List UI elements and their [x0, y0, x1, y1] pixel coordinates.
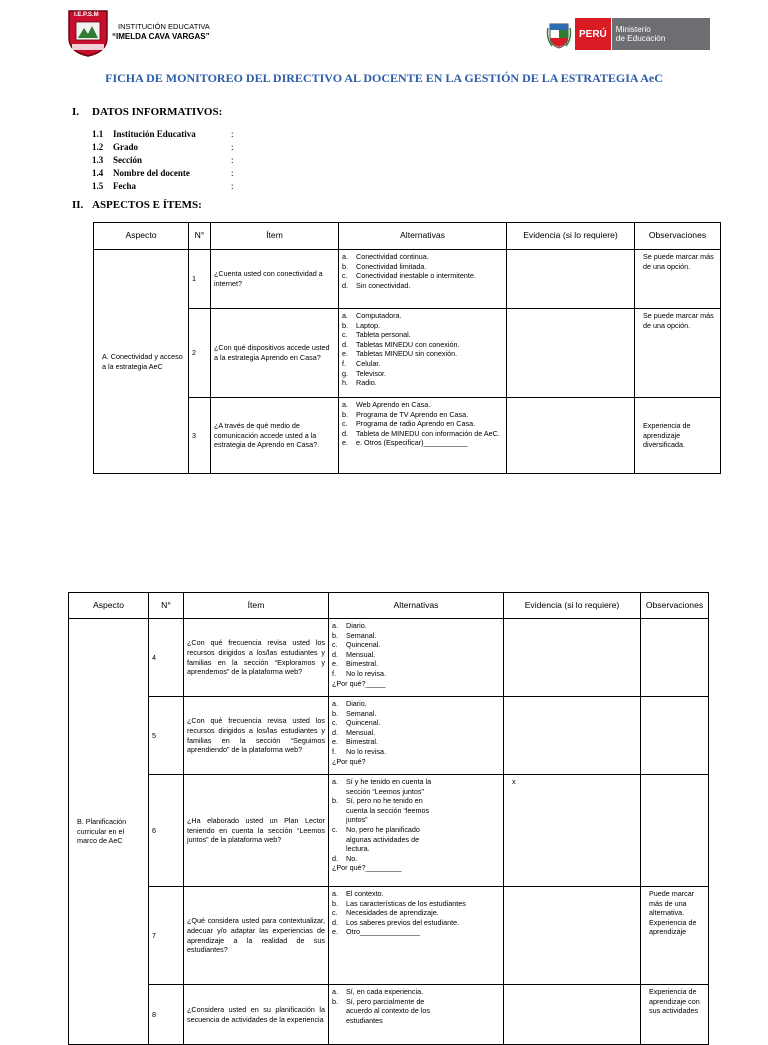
school-logo — [66, 8, 110, 57]
option-key: g. — [342, 368, 348, 378]
ministry-line-2: de Educación — [615, 34, 666, 43]
info-field — [92, 142, 234, 155]
info-field — [92, 181, 234, 194]
why-prompt[interactable]: ¿Por qué?_________ — [332, 863, 402, 873]
option-text: No lo revisa. — [346, 746, 386, 756]
option-key: a. — [332, 889, 338, 898]
option-key: b. — [342, 261, 348, 271]
header-item: Ítem — [211, 223, 339, 250]
option-key: a. — [342, 400, 348, 409]
option-key: c. — [342, 419, 348, 429]
field-number: 1.5 — [92, 181, 104, 191]
evidence-cell[interactable] — [507, 250, 635, 309]
field-label: Sección — [113, 155, 142, 165]
row-number: 6 — [149, 775, 184, 887]
observations-cell: Experiencia de aprendizaje diversificada. — [635, 398, 721, 474]
evidence-cell[interactable] — [507, 309, 635, 398]
alternative-option[interactable] — [342, 340, 503, 350]
alternatives-cell — [329, 775, 504, 887]
option-key: a. — [332, 699, 338, 708]
alternative-option[interactable] — [332, 918, 500, 928]
option-text: Semanal. — [346, 708, 377, 718]
evidence-cell[interactable]: x — [504, 775, 641, 887]
alternative-option[interactable] — [342, 438, 503, 448]
table-row — [69, 985, 709, 1045]
row-number: 4 — [149, 619, 184, 697]
alternatives-cell — [339, 309, 507, 398]
field-number: 1.1 — [92, 129, 104, 139]
aspect-cell: B. Planificación curricular en el marco de AeC — [69, 619, 149, 1045]
alternative-option[interactable] — [342, 330, 503, 340]
option-text: Tableta personal. — [356, 330, 411, 340]
option-text: No, pero he planificado algunas actividades de lectura. — [346, 824, 420, 854]
option-text: Programa de TV Aprendo en Casa. — [356, 409, 469, 419]
header-alternativas: Alternativas — [329, 593, 504, 619]
option-text: Tabletas MINEDU sin conexión. — [356, 349, 458, 359]
field-label: Institución Educativa — [113, 129, 196, 139]
table-row — [69, 697, 709, 775]
section-2-heading — [72, 199, 202, 211]
table-header-row — [94, 223, 721, 250]
table-header-row — [69, 593, 709, 619]
field-colon: : — [231, 168, 234, 178]
alternative-option[interactable] — [342, 281, 503, 291]
ministry-label — [611, 18, 710, 50]
items-table-2 — [68, 592, 709, 1045]
why-prompt[interactable]: ¿Por qué? — [332, 756, 366, 766]
alternative-option[interactable] — [332, 854, 500, 864]
alternative-option[interactable] — [332, 927, 500, 937]
option-key: a. — [342, 311, 348, 320]
alternatives-cell — [329, 619, 504, 697]
alternative-option[interactable] — [342, 321, 503, 331]
option-key: d. — [342, 339, 348, 349]
alternative-option[interactable] — [342, 419, 503, 429]
option-text: Televisor. — [356, 368, 386, 378]
row-number: 8 — [149, 985, 184, 1045]
option-key: b. — [332, 630, 338, 640]
alternative-option[interactable] — [332, 718, 500, 728]
alternative-option[interactable] — [332, 640, 500, 650]
evidence-cell[interactable] — [504, 887, 641, 985]
option-text: Los saberes previos del estudiante. — [346, 917, 460, 927]
alternative-option[interactable] — [332, 997, 500, 1026]
option-key: c. — [342, 330, 348, 340]
institution-label: INSTITUCIÓN EDUCATIVA — [118, 22, 210, 31]
section-1-heading — [72, 106, 222, 118]
option-text: Bimestral. — [346, 737, 378, 747]
table-row — [69, 887, 709, 985]
alternative-option[interactable] — [332, 621, 500, 631]
option-key: c. — [332, 718, 338, 728]
alternative-option[interactable] — [342, 369, 503, 379]
evidence-cell[interactable] — [504, 985, 641, 1045]
alternative-option[interactable] — [332, 777, 500, 796]
alternative-option[interactable] — [342, 271, 503, 281]
school-logo-text: I.E.P.S.M — [74, 12, 99, 18]
field-colon: : — [231, 142, 234, 152]
section-1-number: I. — [72, 106, 80, 118]
option-text: Conectividad limitada. — [356, 261, 427, 271]
alternative-option[interactable] — [342, 262, 503, 272]
option-key: e. — [332, 659, 338, 669]
option-key: c. — [332, 824, 338, 834]
option-text: Sí y he tenido en cuenta la sección “Leemos juntos” — [346, 777, 432, 796]
option-text: Conectividad continua. — [356, 252, 429, 261]
field-number: 1.4 — [92, 168, 104, 178]
option-key: b. — [342, 320, 348, 330]
option-text: Mensual. — [346, 727, 376, 737]
field-number: 1.3 — [92, 155, 104, 165]
item-question: ¿Con qué frecuencia revisa usted los recursos dirigidos a los/las estudiantes y familias en la sección “Exploramos y aprendemos” de la plataforma web? — [184, 619, 329, 697]
alternatives-cell — [329, 985, 504, 1045]
table-row — [69, 619, 709, 697]
alternative-option[interactable] — [332, 699, 500, 709]
alternative-option[interactable] — [342, 429, 503, 439]
option-key: a. — [342, 252, 348, 261]
alternative-option[interactable] — [332, 659, 500, 669]
section-2-title: ASPECTOS E ÍTEMS: — [92, 199, 202, 211]
option-text: Semanal. — [346, 630, 377, 640]
row-number: 1 — [189, 250, 211, 309]
option-key: d. — [342, 428, 348, 438]
alternative-option[interactable] — [332, 650, 500, 660]
observations-cell — [641, 697, 709, 775]
observations-cell — [641, 619, 709, 697]
table-row — [69, 775, 709, 887]
alternative-option[interactable] — [332, 631, 500, 641]
option-key: f. — [342, 358, 346, 368]
header-aspecto: Aspecto — [94, 223, 189, 250]
field-colon: : — [231, 155, 234, 165]
field-number: 1.2 — [92, 142, 104, 152]
info-field — [92, 168, 234, 181]
row-number: 7 — [149, 887, 184, 985]
field-colon: : — [231, 181, 234, 191]
header-aspecto: Aspecto — [69, 593, 149, 619]
info-field — [92, 129, 234, 142]
alternative-option[interactable] — [332, 747, 500, 757]
option-text: Sí, pero no he tenido en cuenta la sección “leemos juntos” — [346, 796, 430, 825]
option-text: Sin conectividad. — [356, 280, 411, 290]
header-evidencia: Evidencia (si lo requiere) — [507, 223, 635, 250]
option-key: c. — [342, 271, 348, 281]
option-text: No lo revisa. — [346, 668, 386, 678]
option-key: b. — [332, 898, 338, 908]
peru-coat-of-arms-icon — [546, 18, 572, 50]
item-question: ¿Considera usted en su planificación la secuencia de actividades de la experiencia — [184, 985, 329, 1045]
option-text: Diario. — [346, 621, 367, 630]
option-key: b. — [332, 796, 338, 806]
field-label: Grado — [113, 142, 139, 152]
option-text: Laptop. — [356, 320, 380, 330]
option-text: Sí, pero parcialmente de acuerdo al contexto de los estudiantes — [346, 996, 430, 1025]
option-text: El contexto. — [346, 889, 384, 898]
alternative-option[interactable] — [332, 728, 500, 738]
peru-label: PERÚ — [575, 18, 611, 50]
table-row — [94, 250, 721, 309]
header-item: Ítem — [184, 593, 329, 619]
option-text: Web Aprendo en Casa. — [356, 400, 431, 409]
observations-cell: Puede marcar más de una alternativa. Experiencia de aprendizaje — [641, 887, 709, 985]
alternatives-cell — [339, 398, 507, 474]
option-text: Tableta de MINEDU con información de AeC. — [356, 428, 500, 438]
alternative-option[interactable] — [332, 737, 500, 747]
info-field — [92, 155, 234, 168]
header-observaciones: Observaciones — [635, 223, 721, 250]
alternatives-cell — [339, 250, 507, 309]
option-text: Tabletas MINEDU con conexión. — [356, 339, 460, 349]
document-title: FICHA DE MONITOREO DEL DIRECTIVO AL DOCENTE EN LA GESTIÓN DE LA ESTRATEGIA AeC — [105, 71, 663, 85]
option-key: b. — [342, 409, 348, 419]
option-key: d. — [332, 649, 338, 659]
alternative-option[interactable] — [332, 669, 500, 679]
observations-cell: Se puede marcar más de una opción. — [635, 309, 721, 398]
aspect-cell: A. Conectividad y acceso a la estrategia AeC — [94, 250, 189, 474]
alternatives-cell — [329, 697, 504, 775]
observations-cell: Experiencia de aprendizaje con sus actividades — [641, 985, 709, 1045]
alternative-option[interactable] — [332, 709, 500, 719]
option-key: a. — [332, 777, 338, 786]
option-key: d. — [342, 280, 348, 290]
option-text: Las características de los estudiantes — [346, 898, 466, 908]
minedu-logo — [546, 18, 710, 50]
alternative-option[interactable] — [332, 899, 500, 909]
field-colon: : — [231, 129, 234, 139]
info-fields — [92, 129, 234, 194]
option-key: c. — [332, 908, 338, 918]
why-prompt[interactable]: ¿Por qué?_____ — [332, 678, 386, 688]
option-key: f. — [332, 746, 336, 756]
option-text: Programa de radio Aprendo en Casa. — [356, 419, 476, 429]
items-table-1 — [93, 222, 721, 474]
item-question: ¿A través de qué medio de comunicación accede usted a la estrategia de Aprendo en Casa?. — [211, 398, 339, 474]
option-key: a. — [332, 621, 338, 630]
field-label: Nombre del docente — [113, 168, 190, 178]
row-number: 5 — [149, 697, 184, 775]
alternative-option[interactable] — [342, 359, 503, 369]
institution-name: “IMELDA CAVA VARGAS” — [112, 32, 210, 41]
field-label: Fecha — [113, 181, 136, 191]
option-text: Celular. — [356, 358, 381, 368]
option-text: Necesidades de aprendizaje. — [346, 908, 439, 918]
table-row — [94, 309, 721, 398]
alternative-option[interactable] — [332, 908, 500, 918]
alternative-option[interactable] — [342, 311, 503, 321]
alternatives-cell — [329, 887, 504, 985]
option-text: Radio. — [356, 378, 377, 388]
observations-cell — [641, 775, 709, 887]
alternative-option[interactable] — [332, 796, 500, 825]
alternative-option[interactable] — [342, 349, 503, 359]
option-text: Otro_______________ — [346, 927, 420, 937]
option-key: e. — [332, 927, 338, 937]
option-key: b. — [332, 708, 338, 718]
option-key: d. — [332, 853, 338, 863]
item-question: ¿Con qué dispositivos accede usted a la estrategia Aprendo en Casa? — [211, 309, 339, 398]
alternative-option[interactable] — [342, 400, 503, 410]
item-question: ¿Qué considera usted para contextualizar, adecuar y/o adaptar las experiencias de aprendizaje a la realidad de sus estudiantes? — [184, 887, 329, 985]
row-number: 2 — [189, 309, 211, 398]
section-2-number: II. — [72, 199, 84, 211]
option-text: Conectividad inestable o intermitente. — [356, 271, 476, 281]
option-key: c. — [332, 640, 338, 650]
option-key: a. — [332, 987, 338, 996]
option-key: b. — [332, 996, 338, 1006]
option-key: e. — [332, 737, 338, 747]
section-1-title: DATOS INFORMATIVOS: — [92, 106, 223, 118]
header-alternativas: Alternativas — [339, 223, 507, 250]
option-text: Quincenal. — [346, 718, 381, 728]
option-text: e. Otros (Especificar)___________ — [356, 438, 468, 448]
header-numero: N° — [189, 223, 211, 250]
item-question: ¿Con qué frecuencia revisa usted los recursos dirigidos a los/las estudiantes y familias en la sección “Seguimos aprendiendo” de la plataforma web? — [184, 697, 329, 775]
option-text: Sí, en cada experiencia. — [346, 987, 424, 996]
option-key: f. — [332, 668, 336, 678]
ministry-line-1: Ministerio — [615, 25, 651, 34]
header-observaciones: Observaciones — [641, 593, 709, 619]
option-text: Computadora. — [356, 311, 402, 320]
option-text: Diario. — [346, 699, 367, 708]
option-key: e. — [342, 349, 348, 359]
option-key: d. — [332, 727, 338, 737]
alternative-option[interactable] — [342, 378, 503, 388]
observations-cell: Se puede marcar más de una opción. — [635, 250, 721, 309]
item-question: ¿Ha elaborado usted un Plan Lector teniendo en cuenta la sección “Leemos juntos” de la plataforma web? — [184, 775, 329, 887]
option-key: e. — [342, 438, 348, 448]
option-text: Mensual. — [346, 649, 376, 659]
evidence-cell[interactable] — [507, 398, 635, 474]
evidence-cell[interactable] — [504, 697, 641, 775]
alternative-option[interactable] — [342, 252, 503, 262]
row-number: 3 — [189, 398, 211, 474]
alternative-option[interactable] — [332, 889, 500, 899]
alternative-option[interactable] — [332, 825, 500, 854]
evidence-cell[interactable] — [504, 619, 641, 697]
alternative-option[interactable] — [332, 987, 500, 997]
item-question: ¿Cuenta usted con conectividad a internet? — [211, 250, 339, 309]
option-text: Bimestral. — [346, 659, 378, 669]
table-row — [94, 398, 721, 474]
option-text: Quincenal. — [346, 640, 381, 650]
alternative-option[interactable] — [342, 410, 503, 420]
option-text: No. — [346, 853, 358, 863]
header-numero: N° — [149, 593, 184, 619]
option-key: h. — [342, 378, 348, 388]
option-key: d. — [332, 917, 338, 927]
header-evidencia: Evidencia (si lo requiere) — [504, 593, 641, 619]
